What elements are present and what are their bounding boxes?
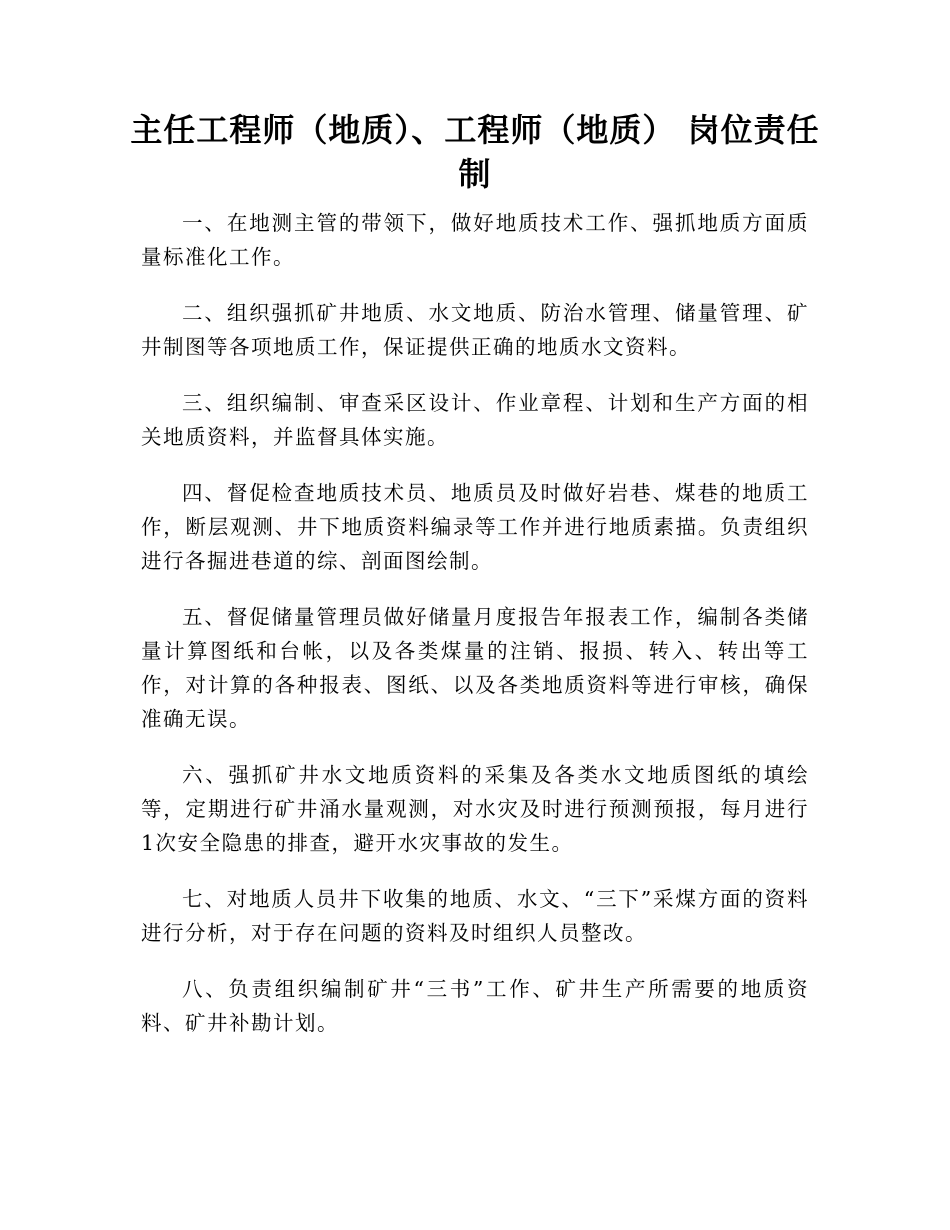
paragraph-5: 五、督促储量管理员做好储量月度报告年报表工作，编制各类储量计算图纸和台帐，以及各类煤量的注销、报损、转入、转出等工作，对计算的各种报表、图纸、以及各类地质资料等进行审核，确保准确无误。 [141, 605, 809, 731]
paragraph-4: 四、督促检查地质技术员、地质员及时做好岩巷、煤巷的地质工作，断层观测、井下地质资料编录等工作并进行地质素描。负责组织进行各掘进巷道的综、剖面图绘制。 [141, 481, 809, 573]
document-body [141, 206, 809, 1062]
paragraph-2: 二、组织强抓矿井地质、水文地质、防治水管理、储量管理、矿井制图等各项地质工作，保证提供正确的地质水文资料。 [141, 301, 809, 359]
paragraph-6: 六、强抓矿井水文地质资料的采集及各类水文地质图纸的填绘等，定期进行矿井涌水量观测，对水灾及时进行预测预报，每月进行1次安全隐患的排查，避开水灾事故的发生。 [141, 763, 809, 855]
paragraph-8: 八、负责组织编制矿井“三书”工作、矿井生产所需要的地质资料、矿井补勘计划。 [141, 977, 809, 1035]
paragraph-3: 三、组织编制、审查采区设计、作业章程、计划和生产方面的相关地质资料，并监督具体实施。 [141, 391, 809, 449]
paragraph-7: 七、对地质人员井下收集的地质、水文、“三下”采煤方面的资料进行分析，对于存在问题的资料及时组织人员整改。 [141, 887, 809, 945]
document-title: 主任工程师（地质）、工程师（地质） 岗位责任制 [130, 111, 820, 193]
paragraph-1: 一、在地测主管的带领下，做好地质技术工作、强抓地质方面质量标准化工作。 [141, 211, 809, 269]
